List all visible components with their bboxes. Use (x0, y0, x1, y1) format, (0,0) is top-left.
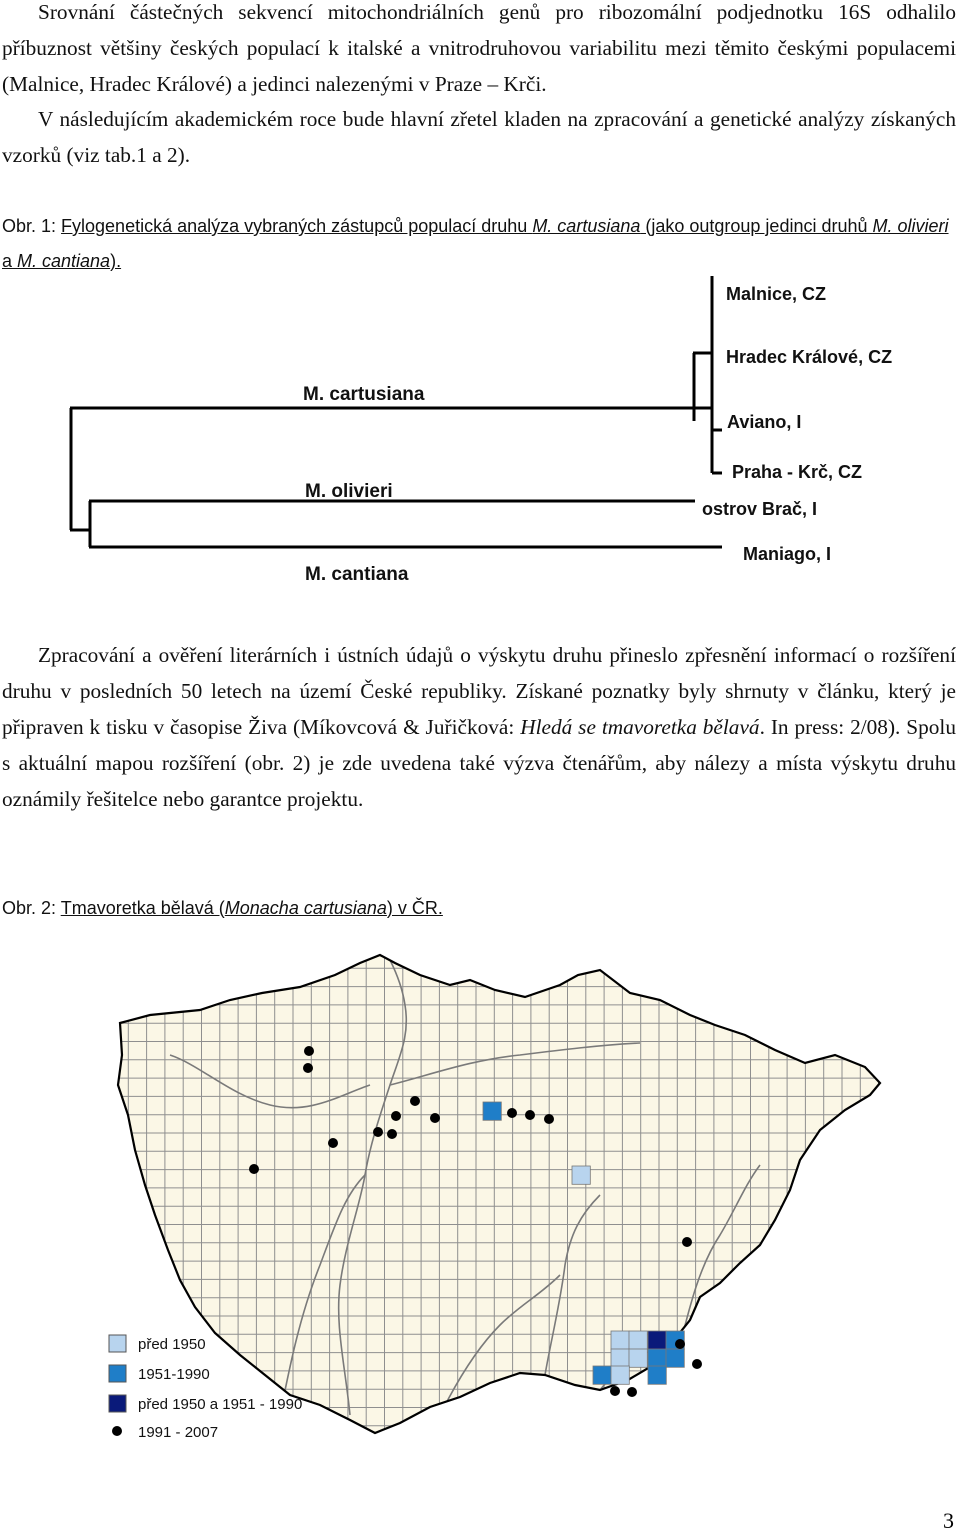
caption-text: a (2, 251, 18, 271)
paragraph-literature-text: Zpracování a ověření literárních i ústních údajů o výskytu druhu přineslo zpřesnění informací o rozšíření druhu v posledních 50 letech na území České republiky. Získané poznatky byly shrnuty v článku, který je připraven k tisku v časopise Živa (Míkovcová & Juřičková: (2, 643, 956, 739)
occurrence-dot (610, 1386, 620, 1396)
tree-taxon-label: M. cartusiana (303, 384, 425, 405)
legend-swatch (109, 1365, 126, 1382)
caption-species: M. cantiana (17, 251, 111, 271)
tree-leaf-label: Maniago, I (743, 544, 832, 564)
tree-leaf-label: Praha - Krč, CZ (732, 462, 863, 482)
page-number: 3 (943, 1508, 954, 1533)
occurrence-dot (387, 1129, 397, 1139)
paragraph-literature-text: . In press: 2/08). Spolu s aktuální mapou rozšíření (obr. 2) je zde uvedena také výzva čtenářům, aby nálezy a místa výskytu druhu oznámily řešitelce nebo garantce projektu. (2, 715, 957, 811)
tree-branches (70, 276, 722, 547)
phylogenetic-tree (0, 268, 960, 598)
occurrence-dot (507, 1108, 517, 1118)
occurrence-square (648, 1349, 666, 1367)
occurrence-dot (328, 1138, 338, 1148)
occurrence-square (483, 1102, 501, 1120)
figure-2-label: Obr. 2: (2, 898, 61, 918)
caption-text: ) v ČR. (386, 898, 443, 918)
paragraph-next-year-text: V následujícím akademickém roce bude hlavní zřetel kladen na zpracování a genetické analýzy získaných vzorků (viz tab.1 a 2). (2, 107, 956, 167)
legend-label: 1951-1990 (138, 1366, 210, 1383)
occurrence-square (611, 1366, 629, 1384)
occurrence-dot (675, 1339, 685, 1349)
figure-1-label: Obr. 1: (2, 216, 62, 236)
tree-taxon-label: M. olivieri (305, 481, 393, 502)
occurrence-square (666, 1349, 684, 1367)
caption-text: (jako outgroup jedinci druhů (640, 216, 873, 236)
occurrence-dot (249, 1164, 259, 1174)
occurrence-dot (410, 1096, 420, 1106)
occurrence-square (629, 1349, 647, 1367)
occurrence-dot (430, 1113, 440, 1123)
figure-2-caption (2, 891, 952, 926)
occurrence-dot (373, 1127, 383, 1137)
caption-species: M. olivieri (872, 216, 949, 236)
tree-leaf-label: Aviano, I (727, 412, 802, 432)
paragraph-literature (2, 637, 956, 817)
paragraph-genetics (2, 0, 956, 102)
occurrence-square (629, 1331, 647, 1349)
tree-taxon-label: M. cantiana (305, 564, 409, 585)
tree-leaf-label: Hradec Králové, CZ (726, 347, 893, 367)
caption-text: ). (110, 251, 122, 271)
occurrence-dot (544, 1114, 554, 1124)
occurrence-dot (391, 1111, 401, 1121)
caption-text: Tmavoretka bělavá ( (60, 898, 225, 918)
occurrence-dot (525, 1110, 535, 1120)
legend-label: před 1950 (138, 1336, 206, 1353)
legend-dot (112, 1426, 122, 1436)
legend-label: 1991 - 2007 (138, 1424, 219, 1441)
legend-swatch (109, 1335, 126, 1352)
occurrence-square (611, 1331, 629, 1349)
occurrence-dot (682, 1237, 692, 1247)
occurrence-square (611, 1349, 629, 1367)
paragraph-next-year (2, 101, 956, 173)
occurrence-square (593, 1366, 611, 1384)
legend-swatch (109, 1395, 126, 1412)
caption-text: Fylogenetická analýza vybraných zástupců populací druhu (61, 216, 533, 236)
tree-leaf-label: ostrov Brač, I (702, 499, 818, 519)
caption-species: Monacha cartusiana (224, 898, 387, 918)
occurrence-dot (304, 1046, 314, 1056)
map-country (100, 945, 900, 1465)
paragraph-genetics-text: Srovnání částečných sekvencí mitochondriálních genů pro ribozomální podjednotku 16S odhalilo příbuznost většiny českých populací k italské a vnitrodruhovou variabilitu mezi těmito českými populacemi (Malnice, Hradec Králové) a jedinci nalezenými v Praze – Krči. (2, 0, 956, 96)
occurrence-dot (627, 1387, 637, 1397)
legend-label: před 1950 a 1951 - 1990 (138, 1396, 303, 1413)
occurrence-square (648, 1331, 666, 1349)
occurrence-square (648, 1366, 666, 1384)
article-title: Hledá se tmavoretka bělavá (520, 715, 760, 739)
occurrence-square (572, 1166, 590, 1184)
occurrence-dot (303, 1063, 313, 1073)
distribution-map (0, 945, 960, 1465)
occurrence-dot (692, 1359, 702, 1369)
tree-leaf-label: Malnice, CZ (726, 284, 827, 304)
caption-species: M. cartusiana (532, 216, 641, 236)
